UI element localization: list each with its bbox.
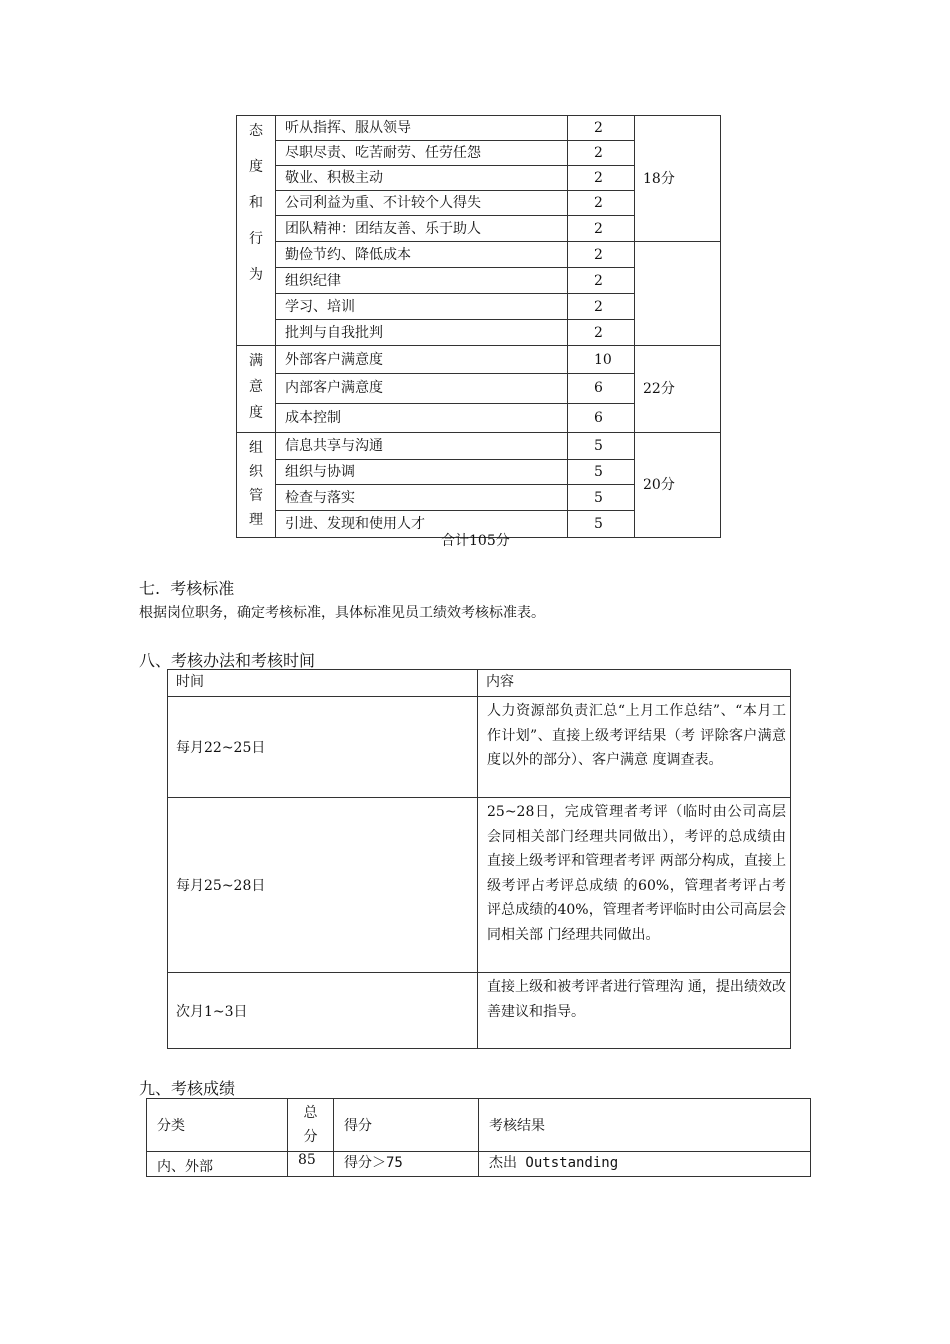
item-score: 2 <box>568 216 635 242</box>
group-total: 20分 <box>635 433 721 538</box>
item-score: 2 <box>568 320 635 346</box>
item-score: 5 <box>568 459 635 485</box>
table-header-row <box>168 670 791 697</box>
header-content: 内容 <box>478 670 791 697</box>
total-cell: 85 <box>288 1152 334 1177</box>
item-label: 批判与自我批判 <box>276 320 568 346</box>
section7-heading: 七. 考核标准 <box>139 579 235 598</box>
item-label: 团队精神：团结友善、乐于助人 <box>276 216 568 242</box>
score-row <box>237 346 721 374</box>
total-caption: 合计105分 <box>441 533 510 549</box>
header-score: 得分 <box>334 1099 479 1152</box>
score-cell: 得分＞75 <box>334 1152 479 1177</box>
category-cell-satisfaction: 满 意 度 <box>237 346 276 433</box>
item-score: 6 <box>568 403 635 432</box>
table-header-row <box>147 1099 811 1152</box>
item-label: 公司利益为重、不计较个人得失 <box>276 191 568 216</box>
item-label: 信息共享与沟通 <box>276 433 568 460</box>
header-result: 考核结果 <box>479 1099 811 1152</box>
item-label: 引进、发现和使用人才 <box>276 511 568 538</box>
item-label: 听从指挥、服从领导 <box>276 116 568 141</box>
item-score: 2 <box>568 191 635 216</box>
schedule-table <box>167 669 791 1049</box>
table-row <box>168 798 791 973</box>
category-cell: 内、外部 <box>147 1152 288 1177</box>
item-score: 2 <box>568 242 635 268</box>
time-cell: 每月25~28日 <box>168 798 478 973</box>
score-row <box>237 116 721 141</box>
item-label: 组织纪律 <box>276 268 568 294</box>
item-score: 5 <box>568 433 635 460</box>
item-score: 2 <box>568 116 635 141</box>
section7-body: 根据岗位职务，确定考核标准，具体标准见员工绩效考核标准表。 <box>139 605 545 621</box>
content-cell: 25~28日，完成管理者考评（临时由公司高层会同相关部门经理共同做出），考评的总成绩由直接上级考评和管理者考评 两部分构成，直接上级考评占考评总成绩 的60%，管理者考评占考评总成绩的40%，管理者考评临时由公司高层会同相关部 门经理共同做出。 <box>478 798 791 973</box>
item-label: 检查与落实 <box>276 485 568 511</box>
table-row <box>168 697 791 798</box>
table-row <box>147 1152 811 1177</box>
item-score: 10 <box>568 346 635 374</box>
result-cell: 杰出 Outstanding <box>479 1152 811 1177</box>
item-label: 外部客户满意度 <box>276 346 568 374</box>
time-cell: 每月22~25日 <box>168 697 478 798</box>
item-label: 敬业、积极主动 <box>276 166 568 191</box>
header-time: 时间 <box>168 670 478 697</box>
category-cell-organization: 组 织 管 理 <box>237 433 276 538</box>
result-table <box>146 1098 811 1177</box>
header-total <box>288 1099 334 1152</box>
score-row <box>237 242 721 268</box>
score-row <box>237 433 721 460</box>
item-score: 2 <box>568 166 635 191</box>
category-cell-attitude: 态 度 和 行 为 <box>237 116 276 346</box>
empty-total-cell <box>635 242 721 346</box>
item-score: 6 <box>568 374 635 403</box>
score-table <box>236 115 721 538</box>
item-score: 2 <box>568 141 635 166</box>
item-score: 2 <box>568 268 635 294</box>
header-category: 分类 <box>147 1099 288 1152</box>
item-label: 成本控制 <box>276 403 568 432</box>
item-label: 学习、培训 <box>276 294 568 320</box>
section8-heading: 八、考核办法和考核时间 <box>139 651 316 670</box>
item-score: 2 <box>568 294 635 320</box>
item-label: 勤俭节约、降低成本 <box>276 242 568 268</box>
content-cell: 直接上级和被考评者进行管理沟 通，提出绩效改善建议和指导。 <box>478 973 791 1049</box>
time-cell: 次月1~3日 <box>168 973 478 1049</box>
item-score: 5 <box>568 485 635 511</box>
item-label: 内部客户满意度 <box>276 374 568 403</box>
group-total: 22分 <box>635 346 721 433</box>
item-label: 尽职尽责、吃苦耐劳、任劳任怨 <box>276 141 568 166</box>
item-label: 组织与协调 <box>276 459 568 485</box>
content-cell: 人力资源部负责汇总“上月工作总结”、“本月工作计划”、直接上级考评结果（考 评除客户满意度以外的部分）、客户满意 度调查表。 <box>478 697 791 798</box>
header-total-text: 总分 <box>303 1105 318 1145</box>
section9-heading: 九、考核成绩 <box>139 1079 236 1098</box>
group-total: 18分 <box>635 116 721 242</box>
item-score: 5 <box>568 511 635 538</box>
table-row <box>168 973 791 1049</box>
